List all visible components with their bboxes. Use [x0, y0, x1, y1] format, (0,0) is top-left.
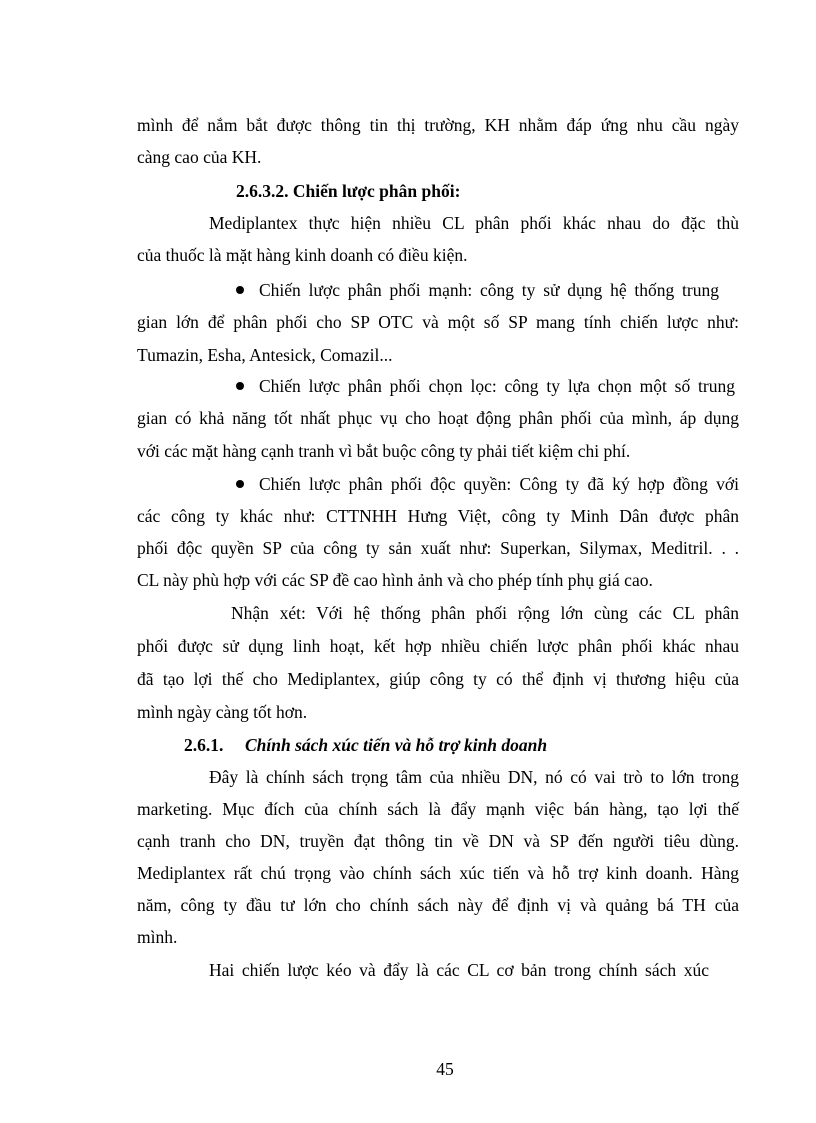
page-number: 45	[436, 1059, 454, 1079]
text-line: càng cao của KH.	[137, 147, 262, 167]
text-line: marketing. Mục đích của chính sách là đẩy mạnh việc bán hàng, tạo lợi thế	[137, 799, 739, 819]
text-line: Mediplantex rất chú trọng vào chính sách xúc tiến và hỗ trợ kinh doanh. Hàng	[137, 863, 739, 883]
section-number: 2.6.1.	[184, 735, 224, 755]
text-line: các công ty khác như: CTTNHH Hưng Việt, công ty Minh Dân được phân	[137, 506, 739, 526]
text-line: mình ngày càng tốt hơn.	[137, 702, 308, 722]
text-line: với các mặt hàng cạnh tranh vì bắt buộc công ty phải tiết kiệm chi phí.	[137, 441, 631, 461]
text-line: Mediplantex thực hiện nhiều CL phân phối khác nhau do đặc thù	[209, 213, 739, 233]
section-heading: 2.6.3.2. Chiến lược phân phối:	[236, 181, 461, 201]
bullet-dot	[236, 382, 244, 390]
section-heading: Chính sách xúc tiến và hỗ trợ kinh doanh	[245, 735, 548, 755]
text-line: mình.	[137, 927, 178, 947]
text-line: CL này phù hợp với các SP đề cao hình ảnh và cho phép tính phụ giá cao.	[137, 570, 653, 590]
text-line: của thuốc là mặt hàng kinh doanh có điều kiện.	[137, 245, 468, 265]
text-line: phối được sử dụng linh hoạt, kết hợp nhiều chiến lược phân phối khác nhau	[137, 636, 739, 656]
text-line: năm, công ty đầu tư lớn cho chính sách này để định vị và quảng bá TH của	[137, 895, 739, 915]
bullet-text-line: Chiến lược phân phối chọn lọc: công ty lựa chọn một số trung	[259, 376, 735, 396]
text-line: Tumazin, Esha, Antesick, Comazil...	[137, 345, 393, 365]
bullet-dot	[236, 286, 244, 294]
text-line: phối độc quyền SP của công ty sản xuất như: Superkan, Silymax, Meditril. . .	[137, 538, 739, 558]
text-line: đã tạo lợi thế cho Mediplantex, giúp công ty có thể định vị thương hiệu của	[137, 669, 739, 689]
text-line: gian có khả năng tốt nhất phục vụ cho hoạt động phân phối của mình, áp dụng	[137, 408, 739, 428]
text-line: Nhận xét: Với hệ thống phân phối rộng lớn cùng các CL phân	[231, 603, 739, 623]
bullet-text-line: Chiến lược phân phối mạnh: công ty sử dụng hệ thống trung	[259, 280, 719, 300]
text-line: mình để nắm bắt được thông tin thị trường, KH nhằm đáp ứng nhu cầu ngày	[137, 115, 739, 135]
bullet-dot	[236, 480, 244, 488]
text-line: cạnh tranh cho DN, truyền đạt thông tin về DN và SP đến người tiêu dùng.	[137, 831, 739, 851]
bullet-text-line: Chiến lược phân phối độc quyền: Công ty đã ký hợp đồng với	[259, 474, 739, 494]
text-line: gian lớn để phân phối cho SP OTC và một số SP mang tính chiến lược như:	[137, 312, 739, 332]
text-line: Đây là chính sách trọng tâm của nhiều DN, nó có vai trò to lớn trong	[209, 767, 739, 787]
text-line: Hai chiến lược kéo và đẩy là các CL cơ bản trong chính sách xúc	[209, 960, 709, 980]
